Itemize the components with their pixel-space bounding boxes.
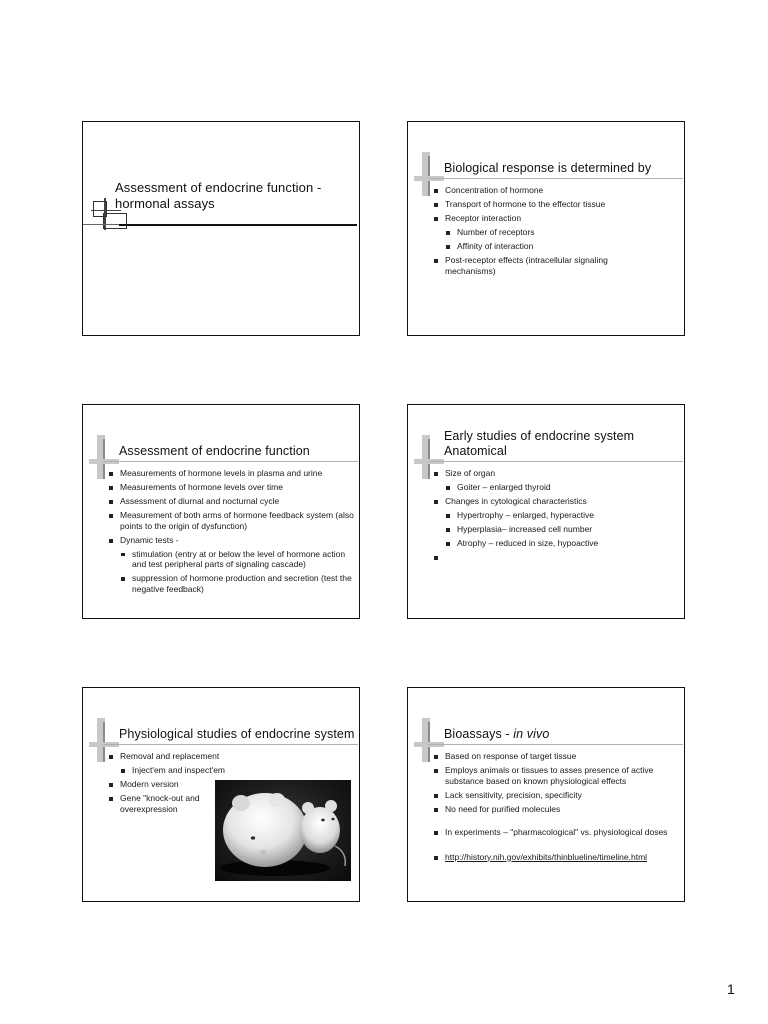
title-rule [428,744,683,745]
list-item: Gene "knock-out and overexpression [109,793,215,814]
list-item: Hypertrophy – enlarged, hyperactive [434,510,674,521]
lean-mouse-tail [335,846,345,866]
slide-3 [82,404,360,619]
lean-mouse-eye [331,818,334,821]
slide-title: Physiological studies of endocrine system [119,727,355,741]
bullet-list [109,751,229,818]
lean-mouse-ear [325,800,337,812]
title-line-1: Early studies of endocrine system [444,429,635,443]
obese-mouse-ear [269,793,285,807]
list-item: Employs animals or tissues to asses presence of active substance based on known physiological effects [434,765,680,786]
list-item: Hyperplasia– increased cell number [434,524,674,535]
list-item: Dynamic tests - [109,535,357,546]
bullet-list [109,468,357,598]
bullet-list [434,468,674,566]
list-item: Measurements of hormone levels in plasma and urine [109,468,357,479]
list-item: Goiter – enlarged thyroid [434,482,674,493]
history-link[interactable]: http://history.nih.gov/exhibits/thinblueline/timeline.html [445,851,648,862]
list-item: Lack sensitivity, precision, specificity [434,790,680,801]
list-item: Removal and replacement [109,751,229,762]
list-item: Based on response of target tissue [434,751,680,762]
mice-illustration [215,780,351,881]
title-line-2: Anatomical [444,444,507,458]
slide-4 [407,404,685,619]
list-item: Affinity of interaction [434,241,674,252]
list-item: Size of organ [434,468,674,479]
list-item: Post-receptor effects (intracellular signaling mechanisms) [434,255,625,276]
slide-title: Biological response is determined by [444,161,652,175]
list-item: Receptor interaction [434,213,674,224]
slide-title [444,727,549,742]
lean-mouse-eye [321,819,325,822]
title-rule [103,461,358,462]
title-underline [119,224,357,226]
slide-title: Assessment of endocrine function [119,444,310,458]
obese-mouse-nose [260,850,266,854]
title-italic: in vivo [513,727,550,741]
bullet-list [434,751,680,866]
list-item [434,852,680,863]
slide-title [115,180,321,212]
title-rule-light [83,224,123,225]
list-item: Modern version [109,779,229,790]
title-rule [428,461,683,462]
list-item: No need for purified molecules [434,804,680,815]
list-item: In experiments – "pharmacological" vs. physiological doses [434,827,680,838]
title-main: Bioassays - [444,727,514,741]
list-item: Number of receptors [434,227,674,238]
list-item: Atrophy – reduced in size, hypoactive [434,538,674,549]
obese-mouse-ear [232,795,250,811]
list-item: Transport of hormone to the effector tissue [434,199,674,210]
slide-1 [82,121,360,336]
list-item: Concentration of hormone [434,185,674,196]
lean-mouse-ear [302,802,314,814]
title-line-2: hormonal assays [115,196,215,211]
list-item: Changes in cytological characteristics [434,496,674,507]
title-rule [428,178,683,179]
slide-6 [407,687,685,902]
slide-2 [407,121,685,336]
list-item: stimulation (entry at or below the level of hormone action and test peripheral parts of signaling cascade) [109,549,354,570]
list-item: suppression of hormone production and secretion (test the negative feedback) [109,573,354,594]
page-number: 1 [727,981,735,997]
slide-5 [82,687,360,902]
mice-photo [215,780,351,881]
list-item: Inject'em and inspect'em [109,765,272,776]
bullet-list [434,185,674,280]
list-item [434,552,674,562]
list-item: Measurement of both arms of hormone feedback system (also points to the origin of dysfunction) [109,510,357,531]
obese-mouse-eye [251,836,255,839]
slide-title [444,429,634,459]
title-rule [103,744,358,745]
lean-mouse-body [300,807,340,853]
list-item: Measurements of hormone levels over time [109,482,357,493]
title-line-1: Assessment of endocrine function - [115,180,322,195]
list-item: Assessment of diurnal and nocturnal cycle [109,496,357,507]
